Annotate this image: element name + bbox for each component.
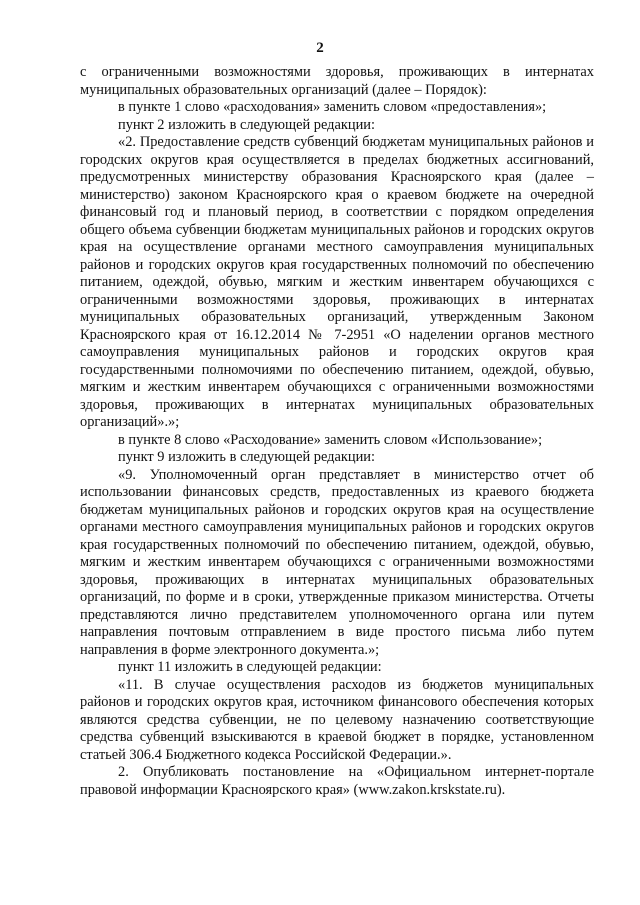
paragraph-item-9-heading: пункт 9 изложить в следующей редакции: bbox=[118, 449, 375, 465]
paragraph-item-11-text: «11. В случае осуществления расходов из бюджетов муниципальных районов и городских округов края, источником финансового обеспечения которых являются средства субвенции, не по целевому назначению соответствующие средства субвенций взыскиваются в краевой бюджет в порядке, установленном статьей 306.4 Бюджетного кодекса Российской Федерации.». bbox=[80, 676, 594, 763]
paragraph-item-8-amendment: в пункте 8 слово «Расходование» заменить словом «Использование»; bbox=[118, 431, 543, 448]
paragraph-item-9-text: «9. Уполномоченный орган представляет в министерство отчет об использовании финансовых средств, предоставленных из краевого бюджета бюджетам муниципальных районов и городских округов края на осуществление органами местного самоуправления муниципальных районов и городских округов края государственных полномочий по обеспечению питанием, одеждой, обувью, мягким и жестким инвентарем обучающихся с ограниченными возможностями здоровья, проживающих в интернатах муниципальных образовательных организаций, по форме и в сроки, утвержденные приказом министерства. Отчеты представляются лично представителем уполномоченного органа или путем направления почтовым отправлением в виде простого письма либо путем направления в форме электронного документа.»; bbox=[80, 466, 594, 658]
paragraph-item-11-heading: пункт 11 изложить в следующей редакции: bbox=[118, 659, 382, 675]
paragraph-item-2-text: «2. Предоставление средств субвенций бюджетам муниципальных районов и городских округов края осуществляется в пределах бюджетных ассигнований, предусмотренных министерству образования Красноярского края (далее – министерство) законом Красноярского края о краевом бюджете на очередной финансовый год и плановый период, в соответствии с порядком определения общего объема субвенции бюджетам муниципальных районов и городских округов края на осуществление органами местного самоуправления муниципальных районов и городских округов края государственных полномочий по обеспечению питанием, одеждой, обувью, мягким и жестким инвентарем обучающихся с ограниченными возможностями здоровья, проживающих в интернатах муниципальных образовательных организаций, утвержденным Законом Красноярского края от 16.12.2014 № 7-2951 «О наделении органов местного самоуправления муниципальных районов и городских округов края государственными полномочиями по обеспечению питанием, одеждой, обувью, мягким и жестким инвентарем обучающихся с ограниченными возможностями здоровья, проживающих в интернатах муниципальных образовательных организаций».»; bbox=[80, 134, 594, 430]
page-number: 2 bbox=[316, 40, 324, 56]
paragraph-intro-continuation: с ограниченными возможностями здоровья, проживающих в интернатах муниципальных образовательных организаций (далее – Порядок): bbox=[80, 64, 594, 98]
paragraph-publication-clause: 2. Опубликовать постановление на «Официальном интернет-портале правовой информации Красноярского края» (www.zakon.krskstate.ru). bbox=[80, 764, 594, 798]
document-body bbox=[80, 64, 594, 799]
paragraph-item-2-heading: пункт 2 изложить в следующей редакции: bbox=[118, 116, 375, 133]
paragraph-item-1-amendment: в пункте 1 слово «расходования» заменить словом «предоставления»; bbox=[118, 99, 547, 115]
